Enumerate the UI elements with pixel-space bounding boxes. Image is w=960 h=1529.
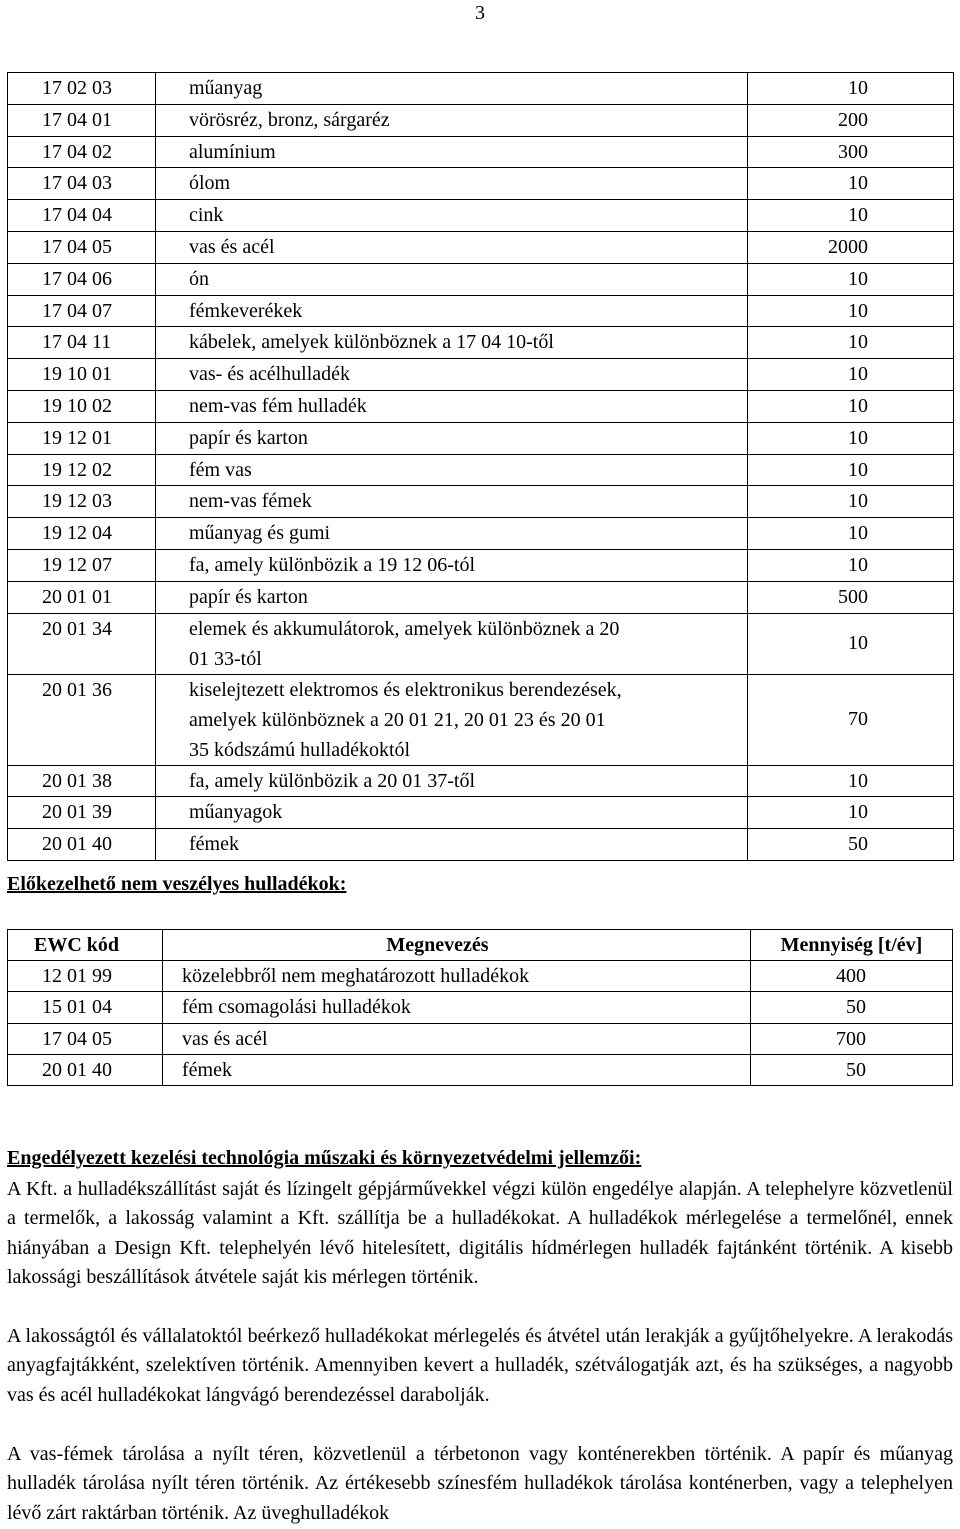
table-row — [8, 263, 954, 295]
table-row — [8, 992, 953, 1023]
cell-name: fa, amely különbözik a 20 01 37-től — [156, 765, 748, 797]
cell-ewc-code: 19 12 04 — [8, 518, 156, 550]
cell-ewc-code: 12 01 99 — [8, 961, 163, 992]
cell-name: vas és acél — [163, 1023, 751, 1054]
cell-quantity: 10 — [748, 797, 954, 829]
page-number: 3 — [475, 2, 485, 24]
cell-name: vas- és acélhulladék — [156, 359, 748, 391]
cell-ewc-code: 19 12 07 — [8, 549, 156, 581]
cell-ewc-code: 19 12 01 — [8, 422, 156, 454]
section-heading-technology: Engedélyezett kezelési technológia műszaki és környezetvédelmi jellemzői: — [7, 1147, 642, 1169]
table-row — [8, 231, 954, 263]
cell-name-line: 35 kódszámú hulladékoktól — [189, 738, 411, 761]
cell-quantity: 10 — [748, 518, 954, 550]
cell-name: fémek — [156, 829, 748, 861]
cell-quantity: 50 — [751, 992, 953, 1023]
cell-name: fém csomagolási hulladékok — [163, 992, 751, 1023]
cell-ewc-code: 20 01 36 — [8, 674, 156, 765]
cell-ewc-code: 19 10 01 — [8, 359, 156, 391]
cell-quantity: 2000 — [748, 231, 954, 263]
cell-name: műanyagok — [156, 797, 748, 829]
cell-quantity: 10 — [748, 263, 954, 295]
cell-name: ólom — [156, 168, 748, 200]
cell-quantity: 10 — [748, 359, 954, 391]
cell-name: fémkeverékek — [156, 295, 748, 327]
cell-ewc-code: 17 04 05 — [8, 1023, 163, 1054]
header-quantity: Mennyiség [t/év] — [751, 930, 953, 961]
cell-quantity: 10 — [748, 390, 954, 422]
cell-name: műanyag és gumi — [156, 518, 748, 550]
table-row — [8, 422, 954, 454]
cell-ewc-code: 17 04 11 — [8, 327, 156, 359]
table-row — [8, 1023, 953, 1054]
cell-quantity: 400 — [751, 961, 953, 992]
cell-name: nem-vas fém hulladék — [156, 390, 748, 422]
cell-ewc-code: 17 04 03 — [8, 168, 156, 200]
table-row — [8, 359, 954, 391]
cell-quantity: 10 — [748, 200, 954, 232]
table-row — [8, 829, 954, 861]
cell-quantity: 10 — [748, 613, 954, 674]
cell-quantity: 700 — [751, 1023, 953, 1054]
cell-name: fa, amely különbözik a 19 12 06-tól — [156, 549, 748, 581]
cell-quantity: 10 — [748, 73, 954, 105]
cell-quantity: 50 — [748, 829, 954, 861]
cell-name-line: elemek és akkumulátorok, amelyek különböznek a 20 — [189, 617, 620, 640]
section-heading-pretreatable: Előkezelhető nem veszélyes hulladékok: — [7, 873, 347, 895]
cell-ewc-code: 17 04 04 — [8, 200, 156, 232]
cell-ewc-code: 17 04 01 — [8, 104, 156, 136]
cell-ewc-code: 20 01 38 — [8, 765, 156, 797]
cell-name: műanyag — [156, 73, 748, 105]
cell-ewc-code: 19 10 02 — [8, 390, 156, 422]
table-row — [8, 581, 954, 613]
table-row — [8, 518, 954, 550]
cell-ewc-code: 17 04 06 — [8, 263, 156, 295]
table-row — [8, 674, 954, 765]
cell-quantity: 10 — [748, 422, 954, 454]
cell-name: cink — [156, 200, 748, 232]
cell-name-line: 01 33-tól — [189, 647, 262, 670]
cell-quantity: 50 — [751, 1054, 953, 1085]
table-row — [8, 549, 954, 581]
header-name: Megnevezés — [163, 930, 751, 961]
cell-quantity: 300 — [748, 136, 954, 168]
table-row — [8, 961, 953, 992]
cell-name-line: kiselejtezett elektromos és elektronikus berendezések, — [189, 678, 622, 701]
paragraph: A vas-fémek tárolása a nyílt téren, közvetlenül a térbetonon vagy konténerekben történik. A papír és műanyag hulladék tárolása nyílt téren történik. Az értékesebb színesfém hulladékok tárolása konténerben, vagy a telephelyen lévő zárt raktárban történik. Az üveghulladékok — [7, 1443, 953, 1524]
cell-quantity: 200 — [748, 104, 954, 136]
waste-table-2 — [7, 929, 953, 1086]
paragraph: A lakosságtól és vállalatoktól beérkező hulladékokat mérlegelés és átvétel után lerakják a gyűjtőhelyekre. A lerakodás anyagfajtákként, szelektíven történik. Amennyiben kevert a hulladék, szétválogatják azt, és ha szükséges, a nagyobb vas és acél hulladékokat lángvágó berendezéssel darabolják. — [7, 1325, 953, 1406]
table-row — [8, 390, 954, 422]
cell-name: vas és acél — [156, 231, 748, 263]
paragraph: A Kft. a hulladékszállítást saját és lízingelt gépjárművekkel végzi külön engedélye alapján. A telephelyre közvetlenül a termelők, a lakosság valamint a Kft. szállítja be a hulladékokat. A hulladékok mérlegelése a termelőnél, ennek hiányában a Design Kft. telephelyén lévő hitelesített, digitális hídmérlegen hulladék fajtánként történik. A kisebb lakossági beszállítások átvétele saját kis mérlegen történik. — [7, 1178, 953, 1289]
table-row — [8, 73, 954, 105]
cell-ewc-code: 19 12 03 — [8, 486, 156, 518]
cell-name — [156, 674, 748, 765]
waste-table-1 — [7, 72, 954, 861]
cell-ewc-code: 20 01 01 — [8, 581, 156, 613]
cell-name — [156, 613, 748, 674]
cell-ewc-code: 17 04 05 — [8, 231, 156, 263]
cell-name: papír és karton — [156, 422, 748, 454]
cell-quantity: 10 — [748, 168, 954, 200]
cell-name: vörösréz, bronz, sárgaréz — [156, 104, 748, 136]
cell-quantity: 500 — [748, 581, 954, 613]
cell-ewc-code: 17 02 03 — [8, 73, 156, 105]
cell-quantity: 10 — [748, 486, 954, 518]
cell-ewc-code: 17 04 07 — [8, 295, 156, 327]
table-row — [8, 486, 954, 518]
cell-quantity: 10 — [748, 549, 954, 581]
cell-ewc-code: 20 01 40 — [8, 1054, 163, 1085]
table-row — [8, 613, 954, 674]
table-row — [8, 1054, 953, 1085]
cell-quantity: 10 — [748, 765, 954, 797]
cell-name: alumínium — [156, 136, 748, 168]
table-row — [8, 454, 954, 486]
cell-name: fém vas — [156, 454, 748, 486]
table-row — [8, 797, 954, 829]
cell-ewc-code: 20 01 34 — [8, 613, 156, 674]
cell-quantity: 70 — [748, 674, 954, 765]
cell-ewc-code: 20 01 40 — [8, 829, 156, 861]
cell-name: közelebbről nem meghatározott hulladékok — [163, 961, 751, 992]
header-ewc-code: EWC kód — [8, 930, 163, 961]
cell-quantity: 10 — [748, 454, 954, 486]
cell-quantity: 10 — [748, 327, 954, 359]
table-row — [8, 104, 954, 136]
table-row — [8, 765, 954, 797]
table-row — [8, 295, 954, 327]
cell-ewc-code: 17 04 02 — [8, 136, 156, 168]
cell-ewc-code: 15 01 04 — [8, 992, 163, 1023]
cell-name-line: amelyek különböznek a 20 01 21, 20 01 23 és 20 01 — [189, 708, 606, 731]
cell-name: fémek — [163, 1054, 751, 1085]
cell-name: kábelek, amelyek különböznek a 17 04 10-től — [156, 327, 748, 359]
table-row — [8, 136, 954, 168]
cell-quantity: 10 — [748, 295, 954, 327]
cell-name: papír és karton — [156, 581, 748, 613]
cell-name: ón — [156, 263, 748, 295]
cell-ewc-code: 20 01 39 — [8, 797, 156, 829]
table-row — [8, 327, 954, 359]
table-row — [8, 200, 954, 232]
table-header-row — [8, 930, 953, 961]
cell-name: nem-vas fémek — [156, 486, 748, 518]
cell-ewc-code: 19 12 02 — [8, 454, 156, 486]
table-row — [8, 168, 954, 200]
